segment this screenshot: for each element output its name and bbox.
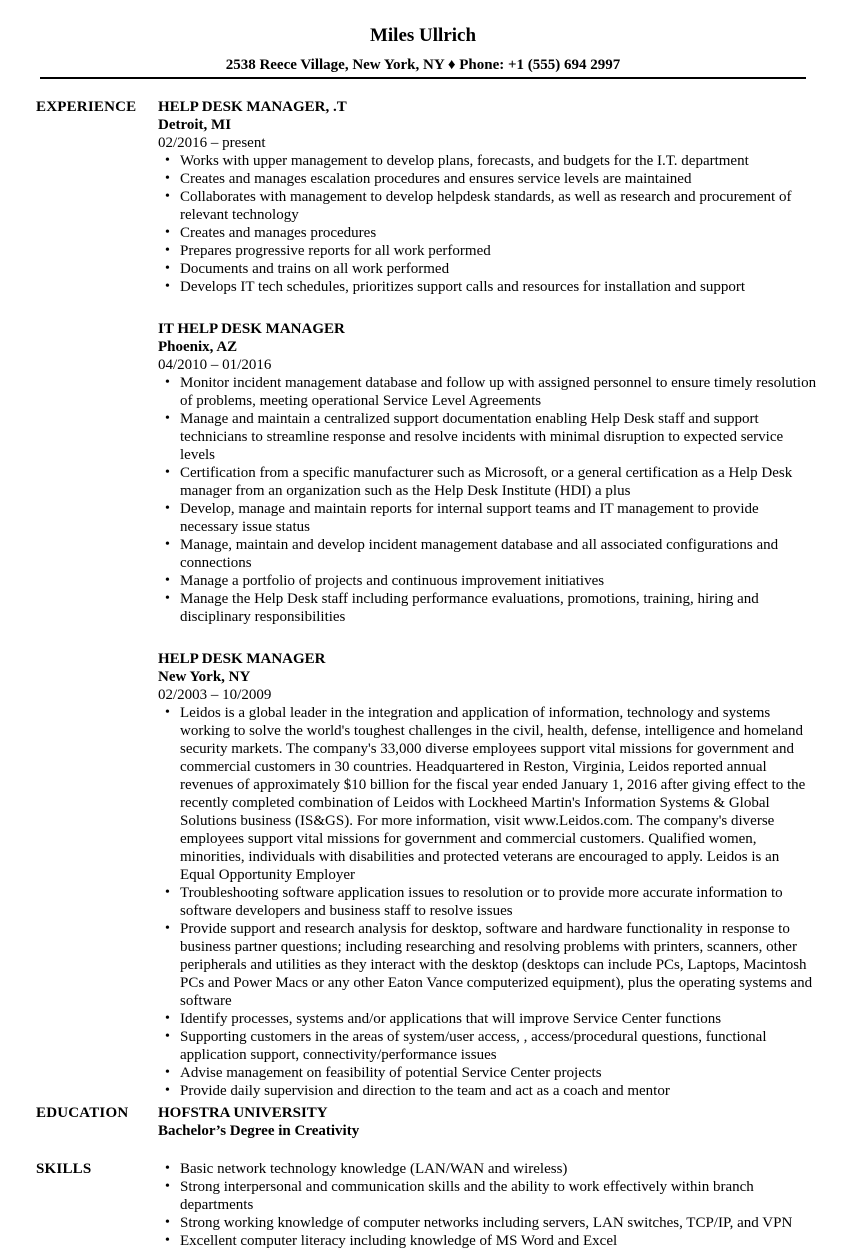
bullet-item: • Certification from a specific manufacturer such as Microsoft, or a general certification as a Help Desk manager from an organization such as the Help Desk Institute (HDI) a plus <box>180 464 818 500</box>
job-location: Detroit, MI <box>158 117 232 133</box>
bullet-item: • Develops IT tech schedules, prioritizes support calls and resources for installation and support <box>180 278 818 296</box>
education-details <box>158 1104 818 1140</box>
job-entry <box>158 320 818 626</box>
bullet-item: • Manage and maintain a centralized support documentation enabling Help Desk staff and support technicians to streamline response and resolve incidents with minimal disruption to expected service levels <box>180 410 818 464</box>
job-location: New York, NY <box>158 669 251 685</box>
bullet-item: • Prepares progressive reports for all work performed <box>180 242 818 260</box>
bullet-item: • Strong interpersonal and communication skills and the ability to work effectively within branch departments <box>180 1178 818 1214</box>
skills-heading: SKILLS <box>36 1161 92 1177</box>
job-entry <box>158 650 818 1100</box>
candidate-name: Miles Ullrich <box>369 25 477 46</box>
skills-list <box>158 1160 818 1250</box>
bullet-item: • Leidos is a global leader in the integration and application of information, technology and systems working to solve the world's toughest challenges in the civil, health, defense, intelligence and homeland security markets. The company's 33,000 diverse employees support vital missions for government and commercial customers in 30 countries. Headquartered in Reston, Virginia, Leidos reported annual revenues of approximately $10 billion for the fiscal year ended January 1, 2016 after giving effect to the recently completed combination of Leidos with Lockheed Martin's Information Systems & Global Solutions business (IS&GS). For more information, visit www.Leidos.com. The company's diverse employees support vital missions for government and commercial customers. Qualified women, minorities, individuals with disabilities and protected veterans are encouraged to apply. Leidos is an Equal Opportunity Employer <box>180 704 818 884</box>
bullet-item: • Provide support and research analysis for desktop, software and hardware functionality in response to business partner questions; including researching and resolving problems with printers, scanners, other peripherals and utilities as they interact with the desktop (desktops can include PCs, Laptops, Macintosh PCs and Power Macs or any other Eaton Vance computerized equipment), plus the operating systems and software <box>180 920 818 1010</box>
bullet-item: • Works with upper management to develop plans, forecasts, and budgets for the I.T. department <box>180 152 818 170</box>
bullet-item: • Monitor incident management database and follow up with assigned personnel to ensure timely resolution of problems, meeting operational Service Level Agreements <box>180 374 818 410</box>
resume-header <box>0 24 846 75</box>
experience-list <box>158 98 818 1124</box>
job-title: HELP DESK MANAGER, .T <box>158 99 347 115</box>
bullet-item: • Advise management on feasibility of potential Service Center projects <box>180 1064 818 1082</box>
job-dates: 02/2016 – present <box>158 135 266 151</box>
job-bullets <box>158 374 818 626</box>
bullet-item: • Strong working knowledge of computer networks including servers, LAN switches, TCP/IP, and VPN <box>180 1214 818 1232</box>
bullet-item: • Creates and manages escalation procedures and ensures service levels are maintained <box>180 170 818 188</box>
job-bullets <box>158 152 818 296</box>
experience-heading: EXPERIENCE <box>36 99 137 115</box>
contact-line: 2538 Reece Village, New York, NY ♦ Phone: +1 (555) 694 2997 <box>225 57 621 73</box>
bullet-item: • Documents and trains on all work performed <box>180 260 818 278</box>
bullet-item: • Troubleshooting software application issues to resolution or to provide more accurate information to software developers and business staff to resolve issues <box>180 884 818 920</box>
bullet-item: • Collaborates with management to develop helpdesk standards, as well as research and procurement of relevant technology <box>180 188 818 224</box>
job-dates: 04/2010 – 01/2016 <box>158 357 272 373</box>
bullet-item: • Creates and manages procedures <box>180 224 818 242</box>
bullet-item: • Excellent computer literacy including knowledge of MS Word and Excel <box>180 1232 818 1250</box>
bullet-item: • Provide daily supervision and direction to the team and act as a coach and mentor <box>180 1082 818 1100</box>
skills-bullets <box>158 1160 818 1250</box>
job-location: Phoenix, AZ <box>158 339 238 355</box>
job-title: IT HELP DESK MANAGER <box>158 321 345 337</box>
bullet-item: • Basic network technology knowledge (LAN/WAN and wireless) <box>180 1160 818 1178</box>
header-divider <box>40 77 806 79</box>
job-entry <box>158 98 818 296</box>
job-bullets <box>158 704 818 1100</box>
bullet-item: • Manage, maintain and develop incident management database and all associated configurations and connections <box>180 536 818 572</box>
degree: Bachelor’s Degree in Creativity <box>158 1123 360 1139</box>
school-name: HOFSTRA UNIVERSITY <box>158 1105 328 1121</box>
bullet-item: • Identify processes, systems and/or applications that will improve Service Center functions <box>180 1010 818 1028</box>
education-heading: EDUCATION <box>36 1105 129 1121</box>
job-title: HELP DESK MANAGER <box>158 651 326 667</box>
bullet-item: • Manage a portfolio of projects and continuous improvement initiatives <box>180 572 818 590</box>
job-dates: 02/2003 – 10/2009 <box>158 687 272 703</box>
bullet-item: • Develop, manage and maintain reports for internal support teams and IT management to provide necessary issue status <box>180 500 818 536</box>
bullet-item: • Manage the Help Desk staff including performance evaluations, promotions, training, hiring and disciplinary responsibilities <box>180 590 818 626</box>
bullet-item: • Supporting customers in the areas of system/user access, , access/procedural questions, functional application support, connectivity/performance issues <box>180 1028 818 1064</box>
